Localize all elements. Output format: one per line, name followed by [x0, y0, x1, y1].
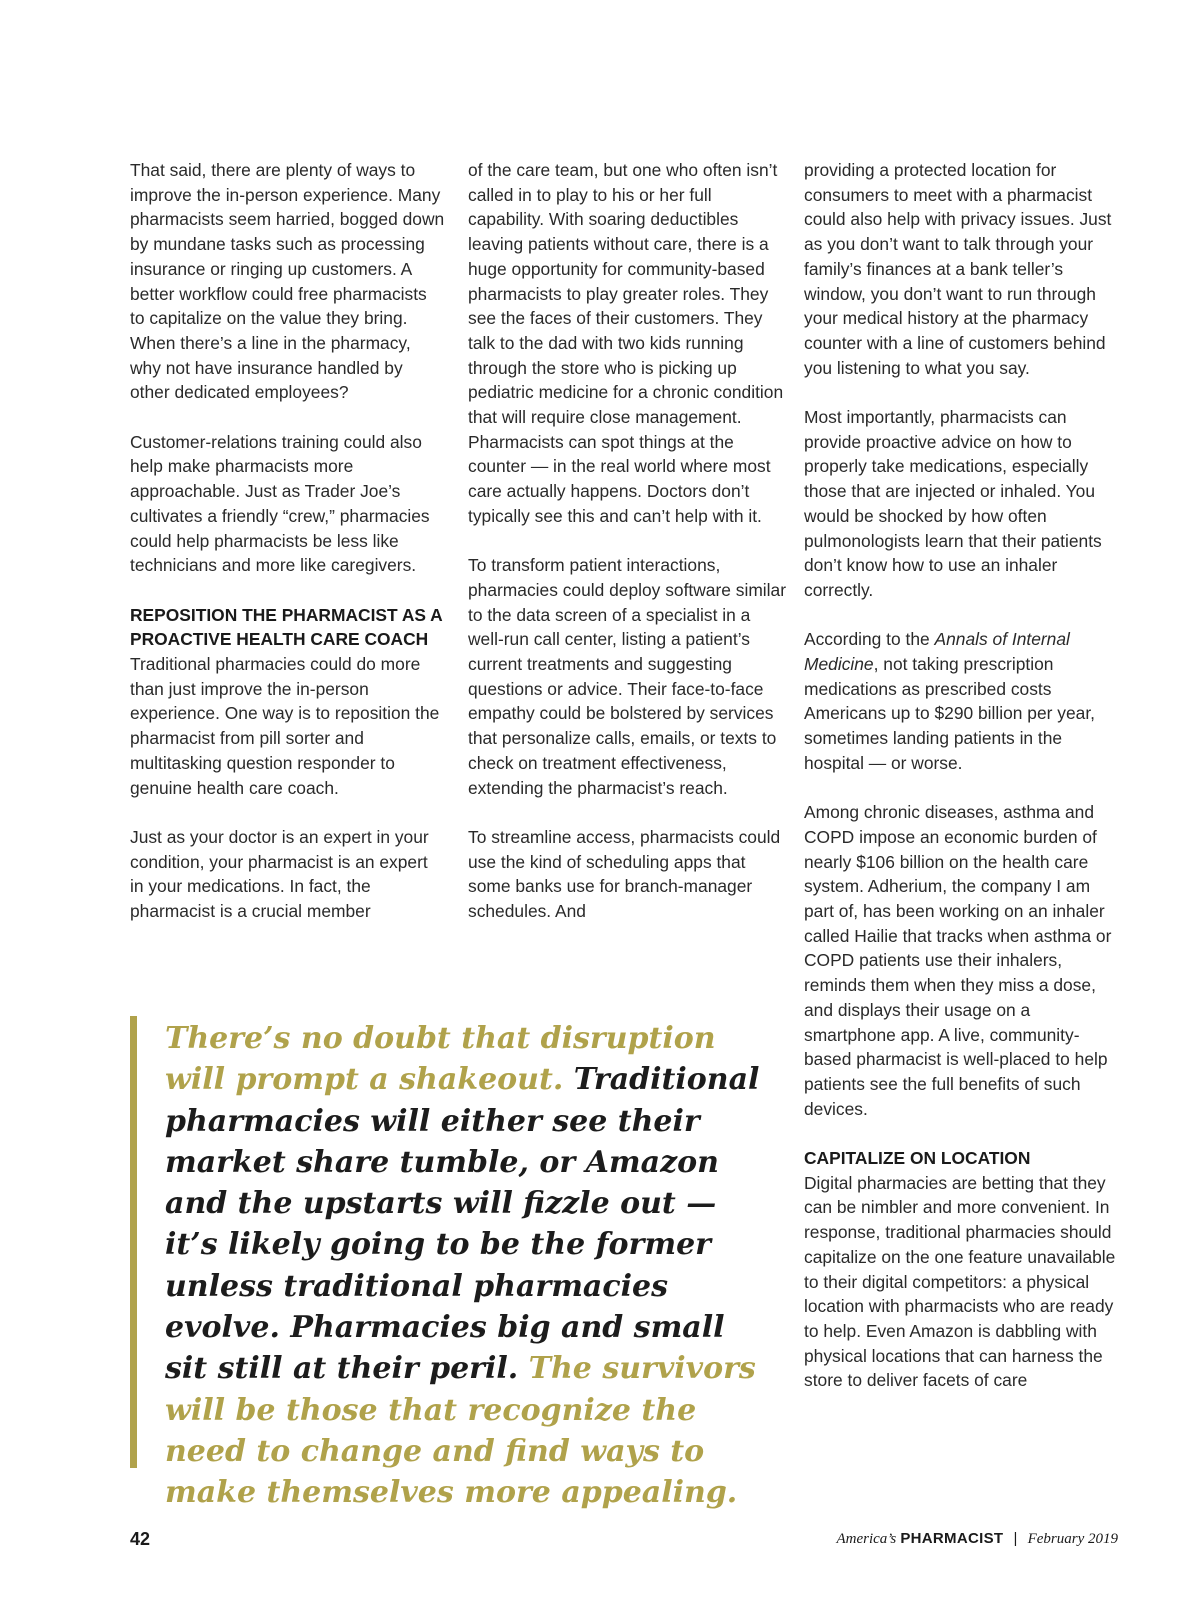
body-paragraph: of the care team, but one who often isn’t called in to play to his or her full capability. With soaring deductibles leaving patients without care, there is a huge opportunity for community-based pharmacists to play greater roles. They see the faces of their customers. They talk to the dad with two kids running through the store who is picking up pediatric medicine for a chronic condition that will require close management. Pharmacists can spot things at the counter — in the real world where most care actually happens. Doctors don’t typically see this and can’t help with it. [468, 160, 784, 526]
body-paragraph: Digital pharmacies are betting that they can be nimbler and more convenient. In response, traditional pharmacies should capitalize on the one feature unavailable to their digital competitors: a physical location with pharmacists who are ready to help. Even Amazon is dabbling with physical locations that can harness the store to deliver facets of care [804, 1172, 1116, 1391]
issue-date: February 2019 [1027, 1531, 1118, 1547]
page-number: 42 [130, 1529, 151, 1549]
magazine-prefix: America’s [836, 1531, 897, 1547]
pull-quote [130, 1016, 770, 1511]
body-paragraph: Just as your doctor is an expert in your condition, your pharmacist is an expert in your medications. In fact, the pharmacist is a crucial member [130, 826, 429, 922]
body-paragraph: Among chronic diseases, asthma and COPD impose an economic burden of nearly $106 billion on the health care system. Adherium, the company I am part of, has been working on an inhaler called Hailie that tracks when asthma or COPD patients use their inhalers, reminds them when they miss a dose, and displays their usage on a smartphone app. A live, community-based pharmacist is well-placed to help patients see the full benefits of such devices. [804, 802, 1112, 1119]
article-column-1 [130, 158, 445, 924]
body-paragraph: Traditional pharmacies could do more than just improve the in-person experience. One way is to reposition the pharmacist from pill sorter and multitasking question responder to genuine health care coach. [130, 654, 440, 798]
journal-title: Annals of Internal Medicine [804, 629, 1070, 675]
pull-quote-intro: There’s no doubt that disruption will prompt a shakeout. [165, 1021, 716, 1098]
footer-separator: | [1013, 1530, 1018, 1547]
body-paragraph: That said, there are plenty of ways to improve the in-person experience. Many pharmacists seem harried, bogged down by mundane tasks such as processing insurance or ringing up customers. A better workflow could free pharmacists to capitalize on the value they bring. When there’s a line in the pharmacy, why not have insurance handled by other dedicated employees? [130, 160, 445, 403]
body-paragraph: providing a protected location for consumers to meet with a pharmacist could also help with privacy issues. Just as you don’t want to talk through your family’s finances at a bank teller’s window, you don’t want to run through your medical history at the pharmacy counter with a line of customers behind you listening to what you say. [804, 160, 1112, 378]
running-footer [836, 1530, 1118, 1548]
body-paragraph-citation [804, 627, 1124, 775]
magazine-name: PHARMACIST [900, 1530, 1004, 1547]
body-paragraph: To transform patient interactions, pharmacies could deploy software similar to the data screen of a specialist in a well-run call center, listing a patient’s current treatments and suggesting questions or advice. Their face-to-face empathy could be bolstered by services that personalize calls, emails, or texts to check on treatment effectiveness, extending the pharmacist’s reach. [468, 555, 786, 798]
section-heading: REPOSITION THE PHARMACIST AS A PROACTIVE HEALTH CARE COACH [130, 604, 443, 650]
section-heading: CAPITALIZE ON LOCATION [804, 1148, 1031, 1169]
article-column-2 [468, 158, 788, 924]
body-paragraph: Customer-relations training could also help make pharmacists more approachable. Just as Trader Joe’s cultivates a friendly “crew,” pharmacies could help pharmacists be less like technicians and more like caregivers. [130, 431, 430, 576]
body-paragraph: To streamline access, pharmacists could use the kind of scheduling apps that some banks use for branch-manager schedules. And [468, 826, 781, 922]
citation-rest: , not taking prescription medications as prescribed costs Americans up to $290 billion per year, sometimes landing patients in the hospital — or worse. [804, 654, 1095, 773]
article-column-3 [804, 158, 1124, 1393]
body-paragraph: Most importantly, pharmacists can provide proactive advice on how to properly take medications, especially those that are injected or inhaled. You would be shocked by how often pulmonologists learn that their patients don’t know how to use an inhaler correctly. [804, 407, 1102, 600]
pull-quote-body: Traditional pharmacies will either see their market share tumble, or Amazon and the upstarts will fizzle out — it’s likely going to be the former unless traditional pharmacies evolve. Pharmacies big and small sit still at their peril. [165, 1062, 760, 1387]
pull-quote-conclusion: The survivors will be those that recognize the need to change and find ways to make themselves more appealing. [165, 1351, 756, 1511]
citation-lead: According to the [804, 629, 935, 650]
